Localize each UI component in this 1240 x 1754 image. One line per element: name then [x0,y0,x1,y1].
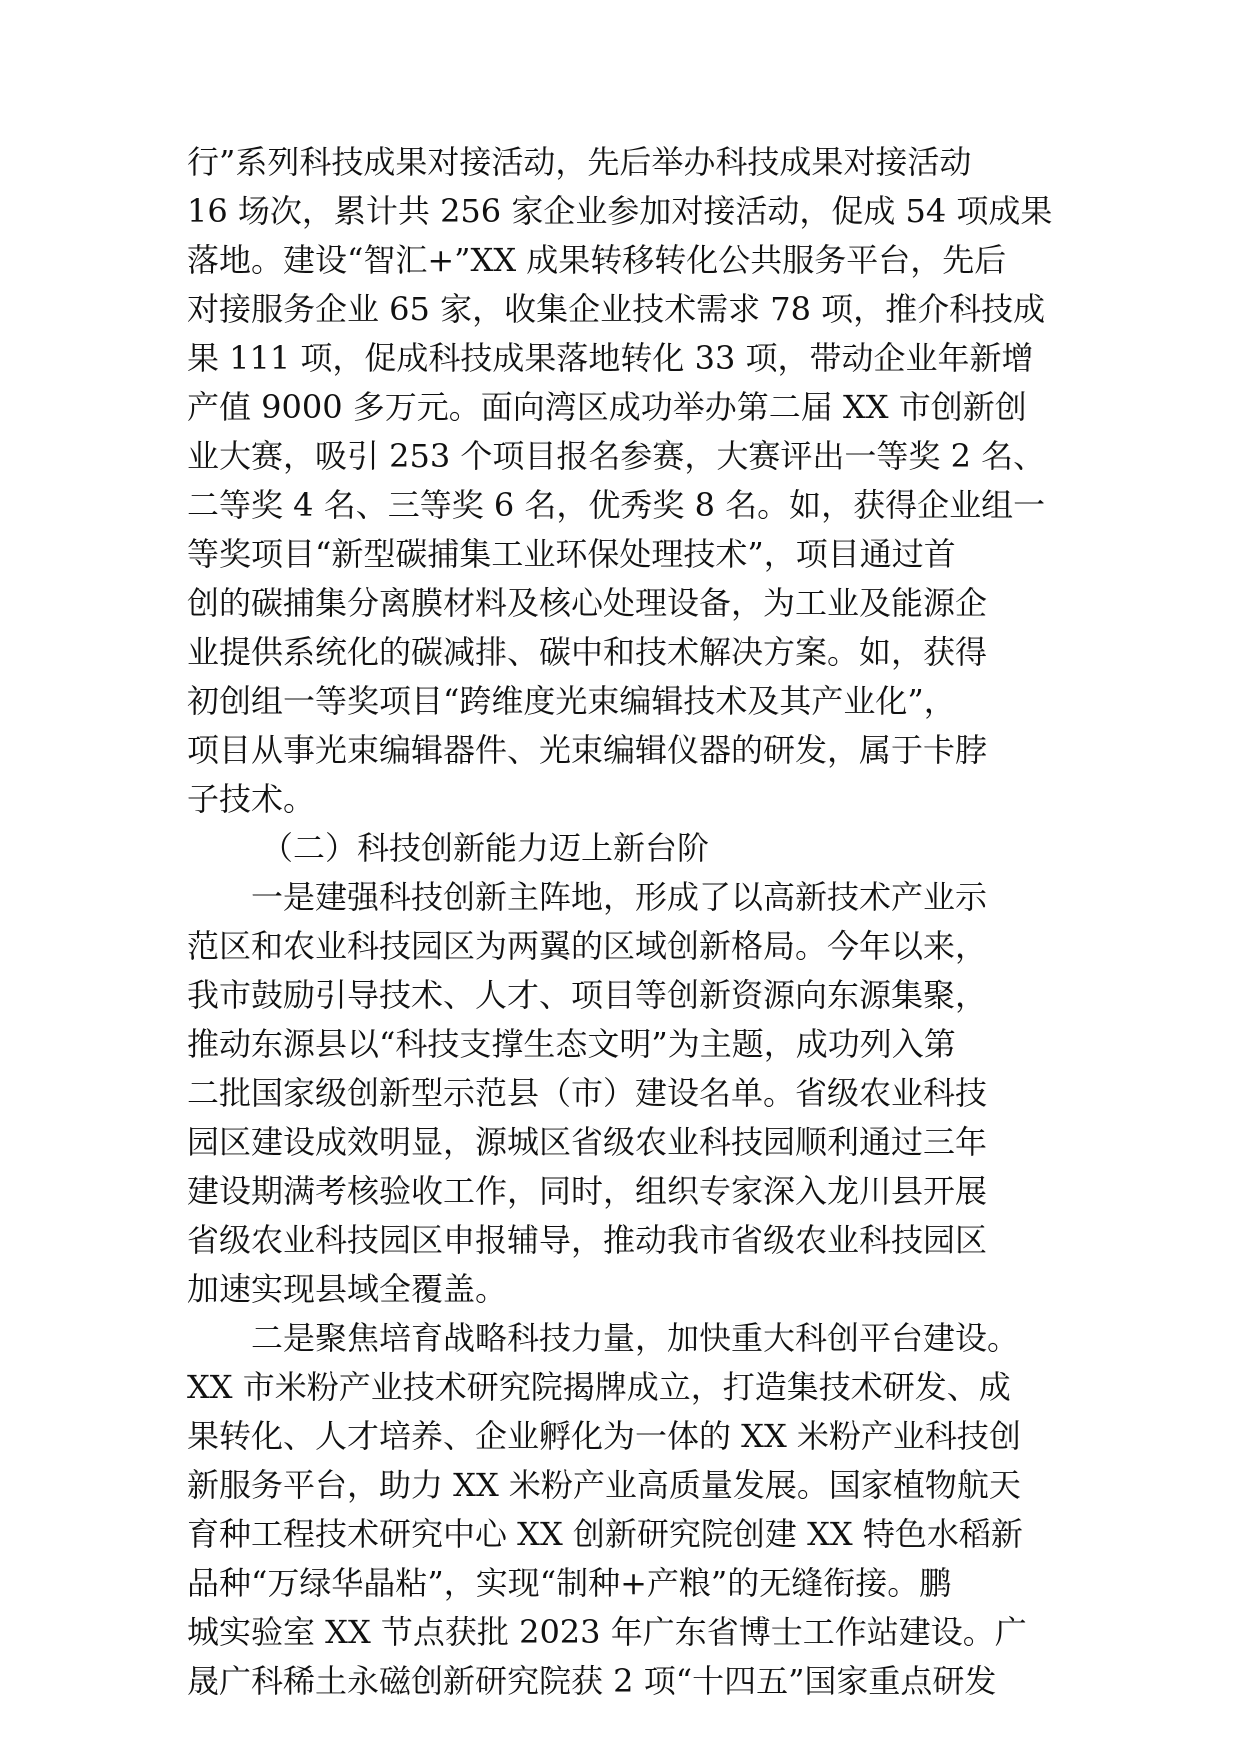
text-line: 育种工程技术研究中心 XX 创新研究院创建 XX 特色水稻新 [187,1515,1023,1553]
text-line: 建设期满考核验收工作，同时，组织专家深入龙川县开展 [187,1172,988,1210]
text-line: 园区建设成效明显，源城区省级农业科技园顺利通过三年 [187,1123,988,1161]
text-line: 果 111 项，促成科技成果落地转化 33 项，带动企业年新增 [187,339,1034,377]
text-line: 项目从事光束编辑器件、光束编辑仪器的研发，属于卡脖 [187,731,988,769]
text-line: 我市鼓励引导技术、人才、项目等创新资源向东源集聚， [187,976,988,1014]
text-line: 业提供系统化的碳减排、碳中和技术解决方案。如，获得 [187,633,988,671]
text-line: 二是聚焦培育战略科技力量，加快重大科创平台建设。 [251,1319,1020,1357]
text-line: 推动东源县以“科技支撑生态文明”为主题，成功列入第 [187,1025,956,1063]
paragraph-achievements [187,138,1067,824]
text-line: 业大赛，吸引 253 个项目报名参赛，大赛评出一等奖 2 名、 [187,437,1046,475]
text-line: 加速实现县域全覆盖。 [187,1270,508,1308]
text-line: 范区和农业科技园区为两翼的区域创新格局。今年以来， [187,927,988,965]
text-line: 品种“万绿华晶粘”，实现“制种+产粮”的无缝衔接。鹏 [187,1564,952,1602]
text-line: XX 市米粉产业技术研究院揭牌成立，打造集技术研发、成 [187,1368,1011,1406]
text-line: 等奖项目“新型碳捕集工业环保处理技术”，项目通过首 [187,535,956,573]
section-heading [187,824,1067,873]
text-line: 二等奖 4 名、三等奖 6 名，优秀奖 8 名。如，获得企业组一 [187,486,1046,524]
text-line: 一是建强科技创新主阵地，形成了以高新技术产业示 [251,878,988,916]
text-line: 省级农业科技园区申报辅导，推动我市省级农业科技园区 [187,1221,988,1259]
text-line: 产值 9000 多万元。面向湾区成功举办第二届 XX 市创新创 [187,388,1027,426]
paragraph-strategic-forces [187,1314,1067,1706]
document-body [187,138,1067,1706]
text-line: 创的碳捕集分离膜材料及核心处理设备，为工业及能源企 [187,584,988,622]
text-line: 16 场次，累计共 256 家企业参加对接活动，促成 54 项成果 [187,192,1053,230]
text-line: 初创组一等奖项目“跨维度光束编辑技术及其产业化”， [187,682,956,720]
text-line: 对接服务企业 65 家，收集企业技术需求 78 项，推介科技成 [187,290,1046,328]
text-line: 二批国家级创新型示范县（市）建设名单。省级农业科技 [187,1074,988,1112]
text-line: 城实验室 XX 节点获批 2023 年广东省博士工作站建设。广 [187,1613,1027,1651]
paragraph-innovation-base [187,873,1067,1314]
text-line: 新服务平台，助力 XX 米粉产业高质量发展。国家植物航天 [187,1466,1021,1504]
section-heading-text: （二）科技创新能力迈上新台阶 [261,829,710,867]
text-line: 晟广科稀土永磁创新研究院获 2 项“十四五”国家重点研发 [187,1662,997,1700]
text-line: 子技术。 [187,780,316,818]
text-line: 行”系列科技成果对接活动，先后举办科技成果对接活动 [187,143,972,181]
text-line: 落地。建设“智汇+”XX 成果转移转化公共服务平台，先后 [187,241,1007,279]
text-line: 果转化、人才培养、企业孵化为一体的 XX 米粉产业科技创 [187,1417,1021,1455]
